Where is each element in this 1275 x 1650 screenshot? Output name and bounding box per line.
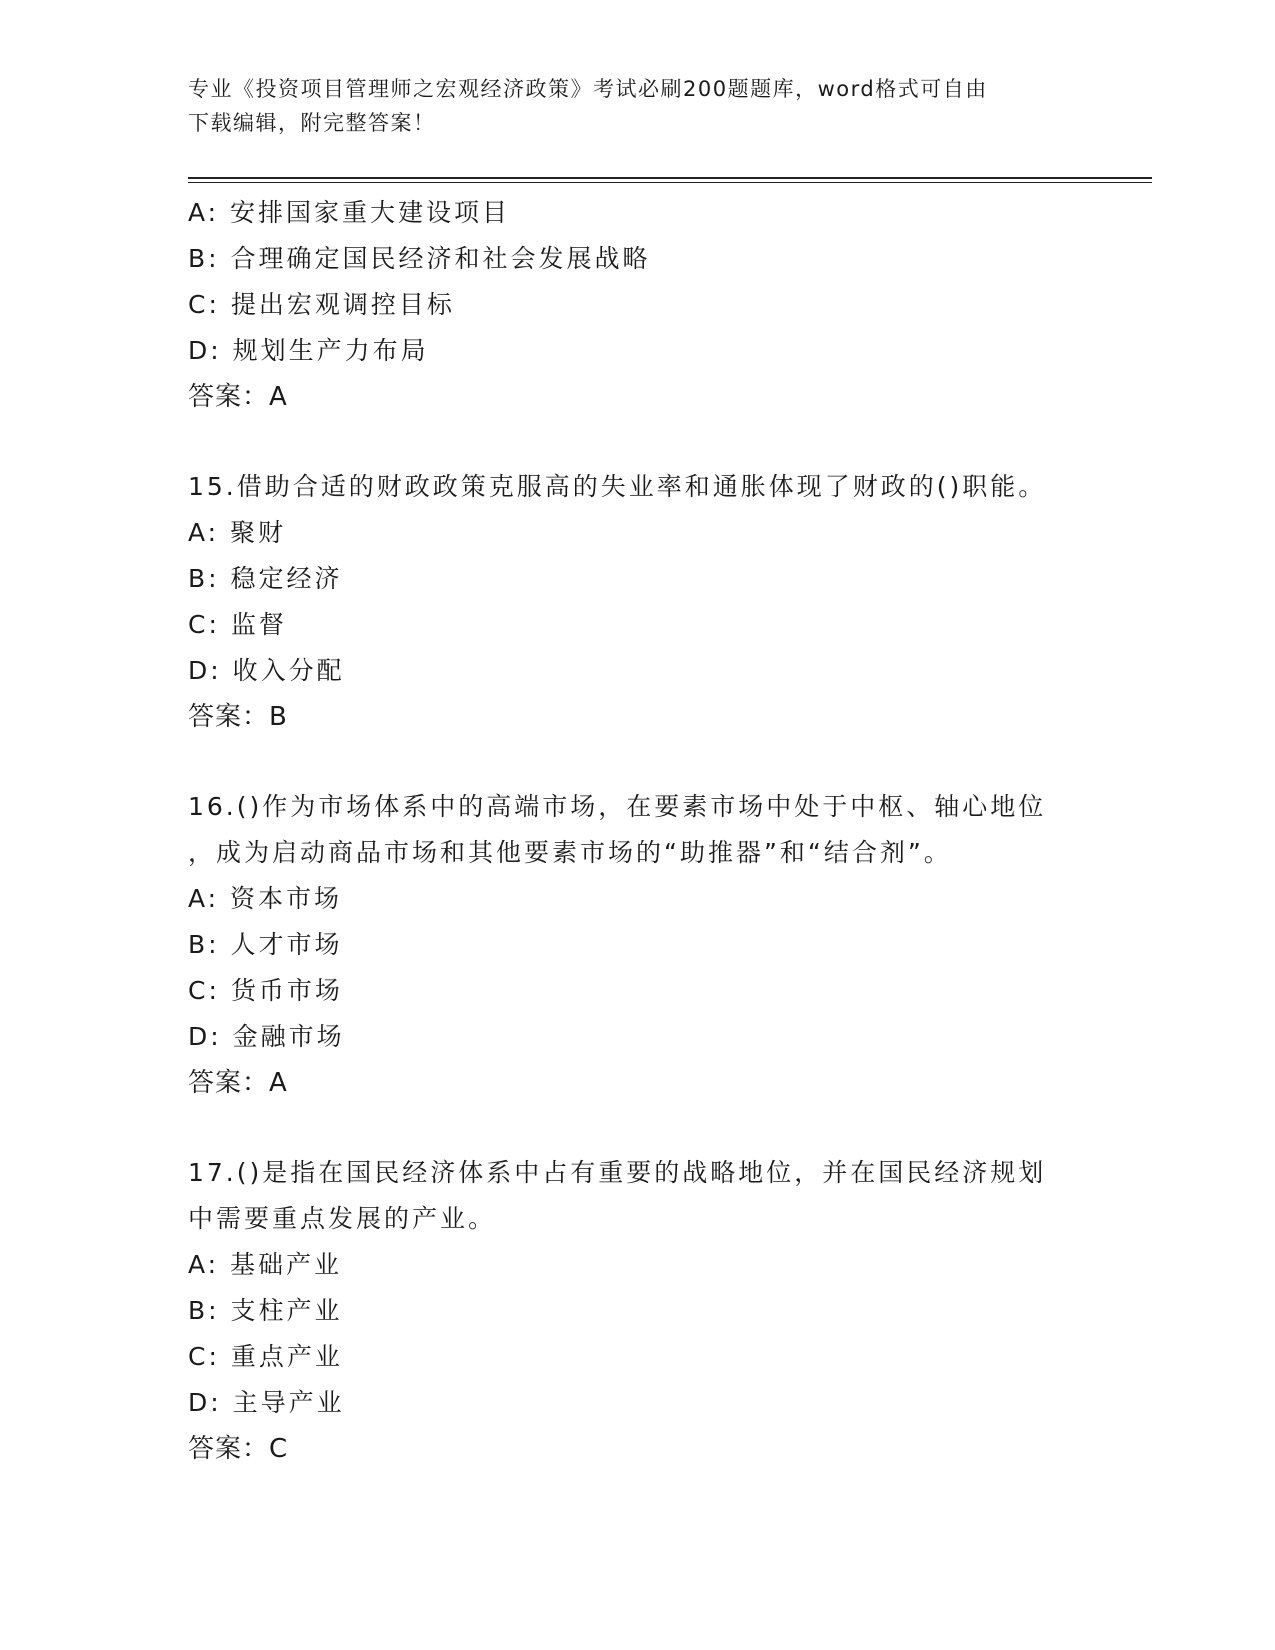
option-a: A: 基础产业 <box>188 1250 343 1279</box>
option-c: C: 监督 <box>188 610 287 639</box>
question-16 <box>188 784 1088 1106</box>
option-c: C: 货币市场 <box>188 976 343 1005</box>
answer: 答案：B <box>188 702 288 732</box>
option-a: A: 聚财 <box>188 518 287 547</box>
question-17 <box>188 1150 1088 1472</box>
question-14-partial <box>188 190 1088 420</box>
header-divider-thick <box>188 177 1152 179</box>
option-d: D: 收入分配 <box>188 656 345 685</box>
question-text-line-1: 17.()是指在国民经济体系中占有重要的战略地位，并在国民经济规划 <box>188 1158 1047 1187</box>
option-a: A: 安排国家重大建设项目 <box>188 198 511 227</box>
header-divider-thin <box>188 182 1152 183</box>
option-b: B: 支柱产业 <box>188 1296 343 1325</box>
question-text-line-1: 16.()作为市场体系中的高端市场，在要素市场中处于中枢、轴心地位 <box>188 792 1047 821</box>
question-text: 15.借助合适的财政政策克服高的失业率和通胀体现了财政的()职能。 <box>188 472 1047 501</box>
answer: 答案：A <box>188 1068 288 1098</box>
option-d: D: 金融市场 <box>188 1022 345 1051</box>
header-line-2: 下载编辑，附完整答案！ <box>188 111 436 135</box>
document-header <box>188 72 1068 140</box>
question-text-line-2: ，成为启动商品市场和其他要素市场的“助推器”和“结合剂”。 <box>188 838 952 867</box>
question-text-line-2: 中需要重点发展的产业。 <box>188 1204 497 1233</box>
option-b: B: 人才市场 <box>188 930 343 959</box>
option-b: B: 稳定经济 <box>188 564 343 593</box>
option-a: A: 资本市场 <box>188 884 343 913</box>
option-b: B: 合理确定国民经济和社会发展战略 <box>188 244 651 273</box>
question-15 <box>188 464 1088 740</box>
header-line-1: 专业《投资项目管理师之宏观经济政策》考试必刷200题题库，word格式可自由 <box>188 77 988 101</box>
option-c: C: 重点产业 <box>188 1342 343 1371</box>
option-d: D: 主导产业 <box>188 1388 345 1417</box>
option-d: D: 规划生产力布局 <box>188 336 429 365</box>
answer: 答案：C <box>188 1434 289 1464</box>
answer: 答案：A <box>188 382 288 412</box>
question-list <box>188 190 1088 1472</box>
option-c: C: 提出宏观调控目标 <box>188 290 455 319</box>
